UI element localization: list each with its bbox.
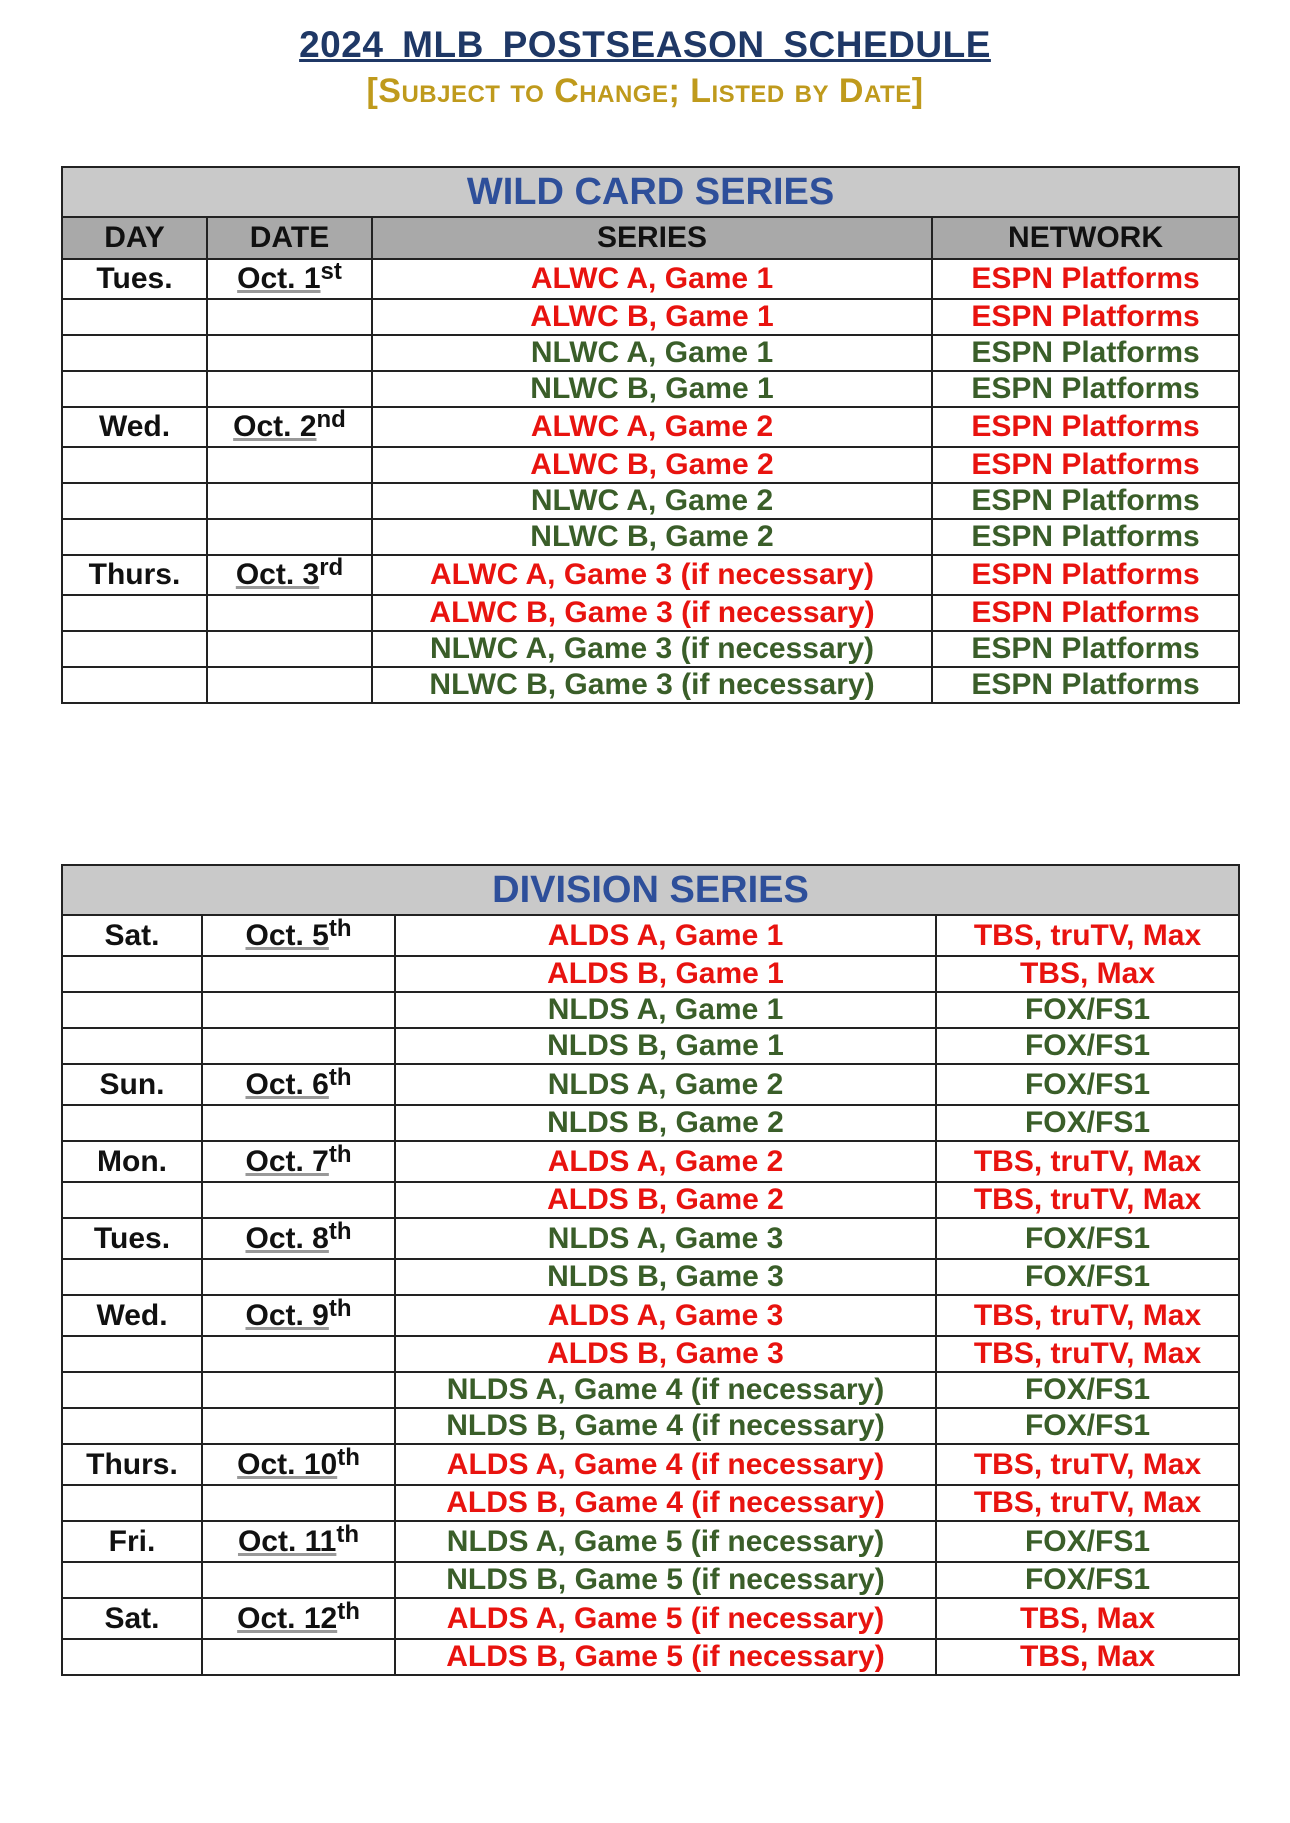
network-cell: TBS, truTV, Max [936, 1336, 1239, 1372]
date-ordinal-suffix: th [337, 1444, 360, 1471]
series-cell: ALDS A, Game 3 [395, 1295, 936, 1336]
date-ordinal-suffix: th [336, 1521, 360, 1548]
day-cell [62, 1182, 202, 1218]
series-cell: ALDS B, Game 1 [395, 956, 936, 992]
table-row [62, 259, 1239, 299]
series-cell: ALDS A, Game 5 (if necessary) [395, 1598, 936, 1639]
series-cell: NLDS A, Game 5 (if necessary) [395, 1521, 936, 1562]
table-row [62, 1598, 1239, 1639]
network-cell: FOX/FS1 [936, 1105, 1239, 1141]
series-cell: ALWC B, Game 2 [372, 447, 932, 483]
table-row [62, 1372, 1239, 1408]
network-cell: FOX/FS1 [936, 1408, 1239, 1444]
series-cell: ALWC B, Game 3 (if necessary) [372, 595, 932, 631]
network-cell: FOX/FS1 [936, 1064, 1239, 1105]
network-cell: ESPN Platforms [932, 483, 1239, 519]
series-cell: ALDS A, Game 4 (if necessary) [395, 1444, 936, 1485]
table-row [62, 1408, 1239, 1444]
date-cell [202, 1182, 395, 1218]
series-cell: ALWC B, Game 1 [372, 299, 932, 335]
col-header-network: NETWORK [932, 217, 1239, 259]
network-cell: FOX/FS1 [936, 1521, 1239, 1562]
day-cell [62, 1105, 202, 1141]
network-cell: TBS, truTV, Max [936, 1295, 1239, 1336]
series-cell: ALWC A, Game 2 [372, 407, 932, 447]
table-row [62, 1028, 1239, 1064]
date-cell [207, 407, 372, 447]
date-ordinal-suffix: th [328, 1064, 352, 1091]
date-cell [202, 992, 395, 1028]
date-text: Oct. 6 [245, 1067, 329, 1101]
day-cell [62, 1259, 202, 1295]
series-cell: ALDS B, Game 3 [395, 1336, 936, 1372]
date-text: Oct. 9 [245, 1298, 329, 1332]
table-row [62, 1336, 1239, 1372]
network-cell: ESPN Platforms [932, 407, 1239, 447]
page-title: 2024 MLB POSTSEASON SCHEDULE [299, 24, 991, 65]
day-cell: Tues. [62, 1218, 202, 1259]
date-ordinal-suffix: th [328, 1141, 352, 1168]
series-cell: NLWC B, Game 2 [372, 519, 932, 555]
day-cell: Mon. [62, 1141, 202, 1182]
date-cell [202, 1259, 395, 1295]
table-row [62, 992, 1239, 1028]
table-row [62, 1064, 1239, 1105]
col-header-series: SERIES [372, 217, 932, 259]
table-row [62, 1295, 1239, 1336]
date-cell [202, 1028, 395, 1064]
network-cell: ESPN Platforms [932, 371, 1239, 407]
division-series-rows [62, 915, 1239, 1675]
series-cell: NLWC A, Game 2 [372, 483, 932, 519]
date-cell [202, 1295, 395, 1336]
division-section-title: DIVISION SERIES [62, 865, 1239, 915]
date-cell [207, 519, 372, 555]
table-row [62, 1105, 1239, 1141]
day-cell [62, 1639, 202, 1675]
series-cell: NLDS B, Game 1 [395, 1028, 936, 1064]
series-cell: NLWC B, Game 1 [372, 371, 932, 407]
network-cell: FOX/FS1 [936, 1259, 1239, 1295]
table-row [62, 299, 1239, 335]
network-cell: ESPN Platforms [932, 335, 1239, 371]
network-cell: ESPN Platforms [932, 667, 1239, 703]
date-cell [202, 1064, 395, 1105]
date-text: Oct. 3 [235, 558, 320, 591]
day-cell [62, 631, 207, 667]
date-cell [202, 915, 395, 956]
table-row [62, 407, 1239, 447]
date-cell [202, 1562, 395, 1598]
table-row [62, 956, 1239, 992]
table-row [62, 371, 1239, 407]
wild-card-rows [62, 259, 1239, 703]
date-cell [207, 371, 372, 407]
date-cell [202, 1408, 395, 1444]
series-cell: ALWC A, Game 1 [372, 259, 932, 299]
date-ordinal-suffix: th [328, 1295, 352, 1322]
date-ordinal-suffix: th [328, 1218, 352, 1245]
network-cell: ESPN Platforms [932, 447, 1239, 483]
series-cell: ALDS B, Game 4 (if necessary) [395, 1485, 936, 1521]
day-cell [62, 1562, 202, 1598]
table-row [62, 1218, 1239, 1259]
table-row [62, 555, 1239, 595]
date-cell [207, 631, 372, 667]
date-ordinal-suffix: st [320, 259, 342, 285]
date-cell [202, 1218, 395, 1259]
day-cell: Tues. [62, 259, 207, 299]
table-row [62, 915, 1239, 956]
network-cell: FOX/FS1 [936, 1562, 1239, 1598]
date-cell [207, 447, 372, 483]
series-cell: NLWC B, Game 3 (if necessary) [372, 667, 932, 703]
network-cell: TBS, truTV, Max [936, 1141, 1239, 1182]
series-cell: ALWC A, Game 3 (if necessary) [372, 555, 932, 595]
table-row [62, 667, 1239, 703]
date-cell [202, 1485, 395, 1521]
date-cell [202, 956, 395, 992]
date-ordinal-suffix: th [337, 1598, 360, 1625]
series-cell: NLDS A, Game 4 (if necessary) [395, 1372, 936, 1408]
series-cell: NLDS A, Game 3 [395, 1218, 936, 1259]
day-cell [62, 483, 207, 519]
date-cell [202, 1444, 395, 1485]
date-cell [202, 1598, 395, 1639]
table-row [62, 1259, 1239, 1295]
network-cell: ESPN Platforms [932, 299, 1239, 335]
series-cell: NLDS B, Game 2 [395, 1105, 936, 1141]
series-cell: NLWC A, Game 3 (if necessary) [372, 631, 932, 667]
day-cell [62, 992, 202, 1028]
date-text: Oct. 2 [233, 410, 317, 443]
series-cell: NLDS B, Game 3 [395, 1259, 936, 1295]
series-cell: ALDS A, Game 1 [395, 915, 936, 956]
day-cell [62, 1028, 202, 1064]
day-cell [62, 1408, 202, 1444]
table-row [62, 595, 1239, 631]
day-cell [62, 371, 207, 407]
network-cell: TBS, Max [936, 1598, 1239, 1639]
network-cell: TBS, truTV, Max [936, 1485, 1239, 1521]
network-cell: TBS, Max [936, 1639, 1239, 1675]
table-row [62, 1639, 1239, 1675]
date-text: Oct. 1 [237, 262, 321, 295]
date-cell [207, 667, 372, 703]
date-cell [207, 299, 372, 335]
day-cell [62, 447, 207, 483]
network-cell: TBS, Max [936, 956, 1239, 992]
date-cell [207, 483, 372, 519]
table-row [62, 519, 1239, 555]
table-row [62, 1141, 1239, 1182]
day-cell [62, 595, 207, 631]
date-text: Oct. 7 [245, 1144, 329, 1178]
date-text: Oct. 8 [245, 1221, 329, 1255]
date-ordinal-suffix: nd [316, 407, 346, 433]
day-cell [62, 956, 202, 992]
day-cell [62, 519, 207, 555]
series-cell: NLDS B, Game 5 (if necessary) [395, 1562, 936, 1598]
series-cell: NLDS A, Game 2 [395, 1064, 936, 1105]
table-row [62, 483, 1239, 519]
series-cell: ALDS B, Game 2 [395, 1182, 936, 1218]
network-cell: FOX/FS1 [936, 1218, 1239, 1259]
page-subtitle: [Subject to Change; Listed by Date] [366, 72, 924, 110]
network-cell: FOX/FS1 [936, 992, 1239, 1028]
table-row [62, 631, 1239, 667]
wild-card-table [61, 166, 1240, 704]
network-cell: ESPN Platforms [932, 595, 1239, 631]
date-text: Oct. 10 [237, 1447, 338, 1481]
network-cell: ESPN Platforms [932, 519, 1239, 555]
day-cell: Wed. [62, 1295, 202, 1336]
table-row [62, 1562, 1239, 1598]
date-text: Oct. 5 [245, 918, 329, 952]
wild-card-section-title: WILD CARD SERIES [62, 167, 1239, 217]
date-cell [202, 1105, 395, 1141]
day-cell [62, 299, 207, 335]
day-cell: Thurs. [62, 555, 207, 595]
network-cell: ESPN Platforms [932, 631, 1239, 667]
date-cell [207, 595, 372, 631]
date-text: Oct. 11 [237, 1524, 337, 1558]
date-ordinal-suffix: th [328, 915, 352, 942]
date-cell [207, 555, 372, 595]
date-cell [202, 1336, 395, 1372]
day-cell: Sun. [62, 1064, 202, 1105]
series-cell: ALDS B, Game 5 (if necessary) [395, 1639, 936, 1675]
day-cell: Fri. [62, 1521, 202, 1562]
series-cell: NLDS B, Game 4 (if necessary) [395, 1408, 936, 1444]
network-cell: ESPN Platforms [932, 555, 1239, 595]
date-cell [202, 1141, 395, 1182]
series-cell: NLDS A, Game 1 [395, 992, 936, 1028]
table-row [62, 1182, 1239, 1218]
date-text: Oct. 12 [237, 1601, 338, 1635]
table-row [62, 335, 1239, 371]
col-header-day: DAY [62, 217, 207, 259]
day-cell [62, 1485, 202, 1521]
date-cell [202, 1372, 395, 1408]
series-cell: ALDS A, Game 2 [395, 1141, 936, 1182]
division-series-table [61, 864, 1240, 1676]
date-cell [202, 1639, 395, 1675]
day-cell: Sat. [62, 1598, 202, 1639]
table-row [62, 1521, 1239, 1562]
date-cell [202, 1521, 395, 1562]
day-cell [62, 667, 207, 703]
date-cell [207, 259, 372, 299]
day-cell [62, 1372, 202, 1408]
network-cell: TBS, truTV, Max [936, 915, 1239, 956]
day-cell [62, 335, 207, 371]
table-row [62, 1485, 1239, 1521]
table-row [62, 447, 1239, 483]
series-cell: NLWC A, Game 1 [372, 335, 932, 371]
network-cell: TBS, truTV, Max [936, 1182, 1239, 1218]
network-cell: ESPN Platforms [932, 259, 1239, 299]
day-cell: Sat. [62, 915, 202, 956]
col-header-date: DATE [207, 217, 372, 259]
network-cell: FOX/FS1 [936, 1028, 1239, 1064]
network-cell: TBS, truTV, Max [936, 1444, 1239, 1485]
day-cell: Wed. [62, 407, 207, 447]
network-cell: FOX/FS1 [936, 1372, 1239, 1408]
day-cell: Thurs. [62, 1444, 202, 1485]
day-cell [62, 1336, 202, 1372]
table-row [62, 1444, 1239, 1485]
date-ordinal-suffix: rd [319, 555, 344, 581]
date-cell [207, 335, 372, 371]
